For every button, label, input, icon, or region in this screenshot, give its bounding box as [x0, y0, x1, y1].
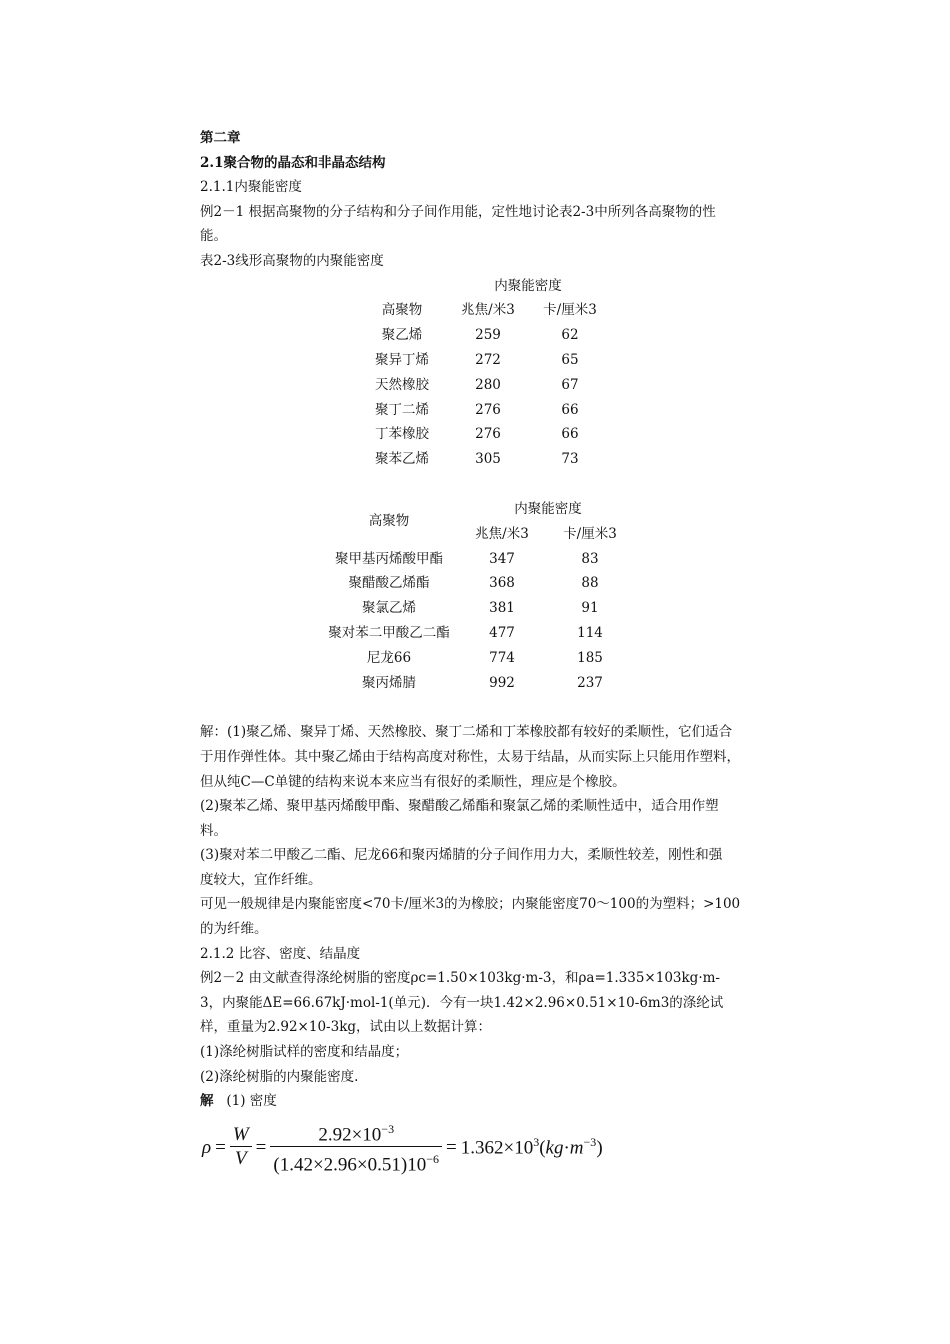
section-heading-2-1: 2.1聚合物的晶态和非晶态结构 [200, 154, 386, 171]
example-2-2-line2: 3，内聚能ΔE=66.67kJ·mol-1(单元)．今有一块1.42×2.96×0.51×10-6m3的涤纶试 [200, 994, 724, 1011]
answer-2-line1: (2)聚苯乙烯、聚甲基丙烯酸甲酯、聚醋酸乙烯酯和聚氯乙烯的柔顺性适中，适合用作塑 [200, 798, 719, 815]
cohesive-energy-table-2 [318, 497, 636, 695]
formula-equals: = [446, 1136, 457, 1158]
table2-cell: 114 [577, 624, 603, 641]
table1-cell: 65 [561, 351, 579, 368]
table-row [358, 422, 610, 447]
formula-fraction-values [270, 1118, 442, 1178]
table-row [318, 621, 636, 646]
table2-cell: 774 [489, 649, 515, 666]
formula-denominator-v: V [234, 1148, 247, 1170]
table2-col-polymer: 高聚物 [368, 513, 410, 530]
table-row [318, 547, 636, 572]
table2-cell: 185 [577, 649, 603, 666]
table1-cell: 276 [475, 401, 501, 418]
question-2: (2)涤纶树脂的内聚能密度. [200, 1068, 359, 1085]
table1-cell: 305 [475, 451, 501, 468]
example-2-2-line1: 例2－2 由文献查得涤纶树脂的密度ρc=1.50×103kg·m-3，和ρa=1.335×103kg·m- [200, 970, 720, 987]
formula-numerator [270, 1118, 442, 1147]
formula-unit-m: m [569, 1137, 584, 1159]
formula-paren-open: ( [539, 1137, 546, 1159]
answer-2-line2: 料。 [200, 822, 227, 839]
table1-group-header: 内聚能密度 [494, 277, 562, 294]
formula-numerator-mantissa: 2.92×10 [318, 1124, 382, 1146]
formula-rho: ρ [202, 1136, 212, 1158]
table1-cell: 272 [475, 351, 501, 368]
rule-line2: 的为纤维。 [200, 921, 268, 938]
table2-cell: 聚对苯二甲酸乙二酯 [328, 624, 450, 641]
rule-line1: 可见一般规律是内聚能密度<70卡/厘米3的为橡胶；内聚能密度70～100的为塑料；>100 [200, 896, 741, 913]
solution-label: 解 [200, 1093, 214, 1110]
table2-col-unit2: 卡/厘米3 [563, 525, 617, 542]
table1-cell: 62 [561, 327, 579, 344]
formula-denominator [270, 1147, 442, 1177]
solution-text: (1) 密度 [226, 1093, 277, 1110]
answer-1-line2: 于用作弹性体。其中聚乙烯由于结构高度对称性，太易于结晶，从而实际上只能用作塑料， [200, 748, 740, 765]
table-row [318, 646, 636, 671]
formula-equals: = [255, 1136, 267, 1158]
formula-numerator-exponent: −3 [381, 1121, 395, 1136]
section-heading-2-1-2: 2.1.2 比容、密度、结晶度 [200, 945, 361, 962]
table-row [318, 596, 636, 621]
formula-result-exponent: 3 [533, 1135, 540, 1150]
table1-cell: 聚异丁烯 [375, 351, 429, 368]
formula-fraction-wv [230, 1124, 252, 1171]
formula-equals: = [215, 1136, 226, 1158]
table2-cell: 83 [581, 550, 599, 567]
formula-result-mantissa: 1.362×10 [460, 1137, 534, 1159]
formula-unit-kg: kg [545, 1137, 564, 1159]
table1-cell: 聚乙烯 [381, 327, 423, 344]
table2-cell: 368 [489, 575, 515, 592]
table1-col-unit1: 兆焦/米3 [461, 302, 515, 319]
cohesive-energy-table-1 [358, 274, 610, 472]
table-row [358, 373, 610, 398]
table2-cell: 347 [489, 550, 515, 567]
table2-cell: 381 [489, 600, 515, 617]
table2-col-unit1: 兆焦/米3 [475, 525, 529, 542]
table1-cell: 280 [475, 376, 501, 393]
example-2-1-line2: 能。 [200, 228, 227, 245]
table-row [318, 671, 636, 696]
table2-cell: 992 [489, 674, 515, 691]
formula-paren-close: ) [596, 1137, 603, 1159]
table2-cell: 477 [489, 624, 515, 641]
section-heading-2-1-1: 2.1.1内聚能密度 [200, 179, 302, 196]
table2-cell: 91 [581, 600, 599, 617]
table2-group-header: 内聚能密度 [514, 500, 582, 517]
table-row [358, 447, 610, 472]
table2-cell: 237 [577, 674, 603, 691]
table1-cell: 66 [561, 401, 579, 418]
example-2-2-line3: 样，重量为2.92×10-3kg，试由以上数据计算： [200, 1019, 492, 1036]
chapter-title: 第二章 [200, 130, 241, 146]
question-1: (1)涤纶树脂试样的密度和结晶度； [200, 1044, 409, 1061]
formula-unit-exponent: −3 [583, 1135, 597, 1150]
formula-numerator-w: W [230, 1124, 252, 1147]
answer-3-line2: 度较大，宜作纤维。 [200, 871, 322, 888]
table-row [358, 398, 610, 423]
formula-result [461, 1135, 603, 1159]
table2-cell: 聚氯乙烯 [362, 600, 416, 617]
table1-cell: 259 [475, 327, 501, 344]
document-page [200, 126, 756, 1176]
answer-1-line3: 但从纯C—C单键的结构来说本来应当有很好的柔顺性，理应是个橡胶。 [200, 773, 626, 790]
example-2-1-line1: 例2－1 根据高聚物的分子结构和分子间作用能，定性地讨论表2-3中所列各高聚物的性 [200, 203, 716, 220]
table2-cell: 聚醋酸乙烯酯 [348, 575, 430, 592]
table2-cell: 聚甲基丙烯酸甲酯 [335, 550, 443, 567]
table1-cell: 73 [561, 451, 579, 468]
table1-cell: 66 [561, 426, 579, 443]
table-row [358, 348, 610, 373]
table-row [318, 571, 636, 596]
formula-unit-dot: · [563, 1137, 570, 1159]
table1-cell: 天然橡胶 [375, 376, 429, 393]
solution-line [200, 1089, 756, 1114]
table2-cell: 88 [581, 575, 599, 592]
table1-cell: 聚丁二烯 [375, 401, 429, 418]
table1-blank-cell [358, 274, 446, 299]
table-caption: 表2-3线形高聚物的内聚能密度 [200, 252, 384, 269]
answer-1-line1: 解：(1)聚乙烯、聚异丁烯、天然橡胶、聚丁二烯和丁苯橡胶都有较好的柔顺性，它们适合 [200, 724, 733, 741]
table1-col-unit2: 卡/厘米3 [543, 302, 597, 319]
table2-cell: 尼龙66 [366, 649, 412, 666]
table1-cell: 聚苯乙烯 [375, 451, 429, 468]
table1-cell: 67 [561, 376, 579, 393]
formula-denominator-base: (1.42×2.96×0.51)10 [273, 1154, 427, 1176]
table1-cell: 丁苯橡胶 [375, 426, 429, 443]
table1-cell: 276 [475, 426, 501, 443]
density-formula [200, 1118, 756, 1176]
table2-cell: 聚丙烯腈 [362, 674, 416, 691]
table-row [358, 323, 610, 348]
table1-col-polymer: 高聚物 [381, 302, 423, 319]
answer-3-line1: (3)聚对苯二甲酸乙二酯、尼龙66和聚丙烯腈的分子间作用力大，柔顺性较差，刚性和强 [200, 847, 723, 864]
formula-denominator-exponent: −6 [426, 1152, 440, 1167]
